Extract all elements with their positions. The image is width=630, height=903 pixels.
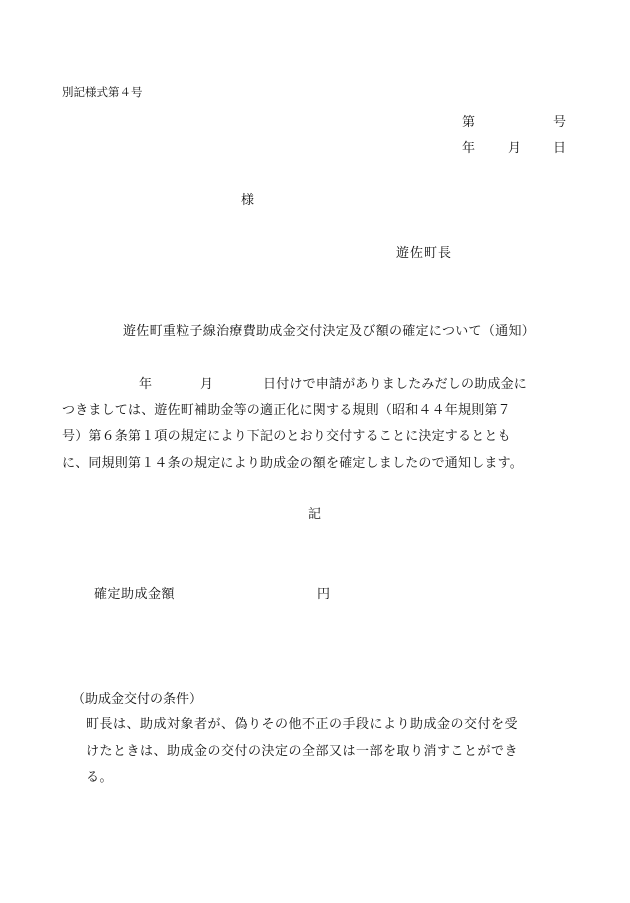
- date-day-label: 日: [553, 141, 567, 156]
- ki-heading: 記: [308, 507, 322, 522]
- body-line-3: 号）第６条第１項の規定により下記のとおり交付することに決定するととも: [62, 429, 511, 444]
- body-line-4: に、同規則第１４条の規定により助成金の額を確定しましたので通知します。: [62, 456, 523, 471]
- conditions-heading: （助成金交付の条件）: [72, 692, 203, 707]
- amount-unit: 円: [317, 587, 331, 602]
- amount-label: 確定助成金額: [94, 587, 176, 602]
- date-month-label: 月: [508, 141, 522, 156]
- document-number-prefix: 第: [462, 115, 476, 130]
- body-line-2: つきましては、遊佐町補助金等の適正化に関する規則（昭和４４年規則第７: [62, 403, 511, 418]
- body-year-label: 年: [139, 377, 153, 392]
- document-number-suffix: 号: [553, 115, 567, 130]
- date-year-label: 年: [462, 141, 476, 156]
- notice-title: 遊佐町重粒子線治療費助成金交付決定及び額の確定について（通知）: [123, 324, 536, 339]
- conditions-line-2: けたときは、助成金の交付の決定の全部又は一部を取り消すことができ: [86, 744, 519, 759]
- body-line-1: 日付けで申請がありましたみだしの助成金に: [263, 377, 528, 392]
- issuer-name: 遊佐町長: [396, 246, 453, 261]
- form-number: 別記様式第４号: [62, 85, 143, 99]
- conditions-line-3: る。: [86, 770, 114, 785]
- addressee-honorific: 様: [241, 193, 255, 208]
- conditions-line-1: 町長は、助成対象者が、偽りその他不正の手段により助成金の交付を受: [86, 717, 519, 732]
- body-month-label: 月: [200, 377, 214, 392]
